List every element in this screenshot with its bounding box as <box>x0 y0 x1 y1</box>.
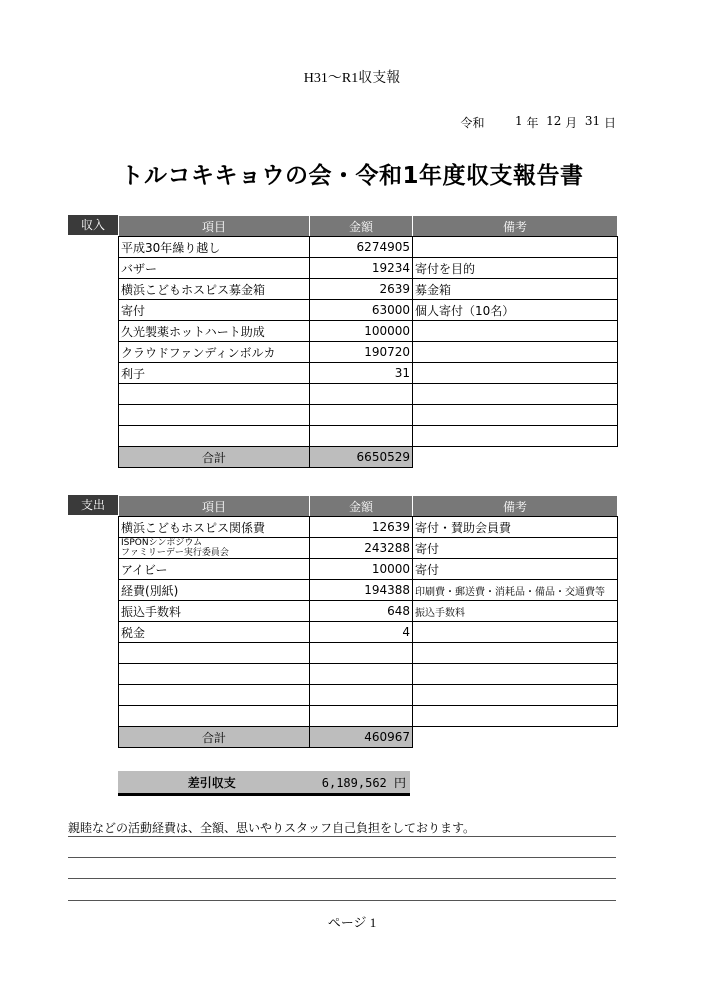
page-number: ページ 1 <box>327 915 377 930</box>
expense-amount-cell: 194388 <box>310 580 413 601</box>
expense-row <box>119 538 618 559</box>
expense-note-cell <box>413 685 618 706</box>
income-col-note: 備考 <box>413 216 618 237</box>
income-row <box>119 384 618 405</box>
income-row <box>119 300 618 321</box>
income-col-amount: 金額 <box>310 216 413 237</box>
date-era: 令和 <box>460 116 485 130</box>
document-header: H31〜R1収支報 <box>303 71 401 86</box>
income-amount-cell <box>310 405 413 426</box>
income-item-cell: 寄付 <box>119 300 310 321</box>
income-amount-cell: 63000 <box>310 300 413 321</box>
income-note-cell <box>413 426 618 447</box>
date-month: 12 <box>546 114 562 128</box>
expense-total-value: 460967 <box>310 727 413 748</box>
income-row <box>119 363 618 384</box>
income-row <box>119 405 618 426</box>
page-title: トルコキキョウの会・令和1年度収支報告書 <box>120 163 584 189</box>
income-row <box>119 321 618 342</box>
income-note-cell <box>413 384 618 405</box>
income-amount-cell: 19234 <box>310 258 413 279</box>
expense-item-cell <box>119 685 310 706</box>
expense-col-amount: 金額 <box>310 496 413 517</box>
expense-row <box>119 706 618 727</box>
expense-note-cell: 印刷費・郵送費・消耗品・備品・交通費等 <box>413 580 618 601</box>
expense-total-label: 合計 <box>119 727 310 748</box>
date-month-unit: 月 <box>565 116 578 130</box>
income-item-cell: 横浜こどもホスピス募金箱 <box>119 279 310 300</box>
expense-amount-cell <box>310 643 413 664</box>
expense-item-cell: 振込手数料 <box>119 601 310 622</box>
balance-box <box>118 771 410 796</box>
income-item-cell <box>119 384 310 405</box>
expense-item-cell <box>119 664 310 685</box>
date-day: 31 <box>584 114 601 128</box>
income-note-cell <box>413 405 618 426</box>
income-amount-cell <box>310 384 413 405</box>
expense-item-cell <box>119 643 310 664</box>
date-day-unit: 日 <box>603 116 616 130</box>
expense-item-cell: 横浜こどもホスピス関係費 <box>119 517 310 538</box>
expense-note-cell <box>413 664 618 685</box>
expense-note-cell: 寄付 <box>413 538 618 559</box>
remark-line <box>68 878 616 879</box>
expense-item-cell <box>119 538 310 559</box>
expense-item-cell: 税金 <box>119 622 310 643</box>
expense-amount-cell: 243288 <box>310 538 413 559</box>
income-note-cell <box>413 321 618 342</box>
expense-note-cell: 振込手数料 <box>413 601 618 622</box>
income-table <box>118 215 618 468</box>
expense-note-cell: 寄付・賛助会員費 <box>413 517 618 538</box>
remark-text: 親睦などの活動経費は、全額、思いやりスタッフ自己負担をしております。 <box>68 821 476 835</box>
income-item-cell: バザー <box>119 258 310 279</box>
income-note-cell: 寄付を目的 <box>413 258 618 279</box>
income-note-cell <box>413 237 618 258</box>
income-item-cell <box>119 405 310 426</box>
remark-line <box>68 836 616 837</box>
income-item-cell: 利子 <box>119 363 310 384</box>
income-amount-cell: 2639 <box>310 279 413 300</box>
expense-note-cell: 寄付 <box>413 559 618 580</box>
expense-item-line1: ISPONシンポジウム <box>121 538 203 548</box>
income-amount-cell: 31 <box>310 363 413 384</box>
balance-value: 6,189,562 円 <box>321 775 406 790</box>
income-note-cell <box>413 342 618 363</box>
expense-table <box>118 495 618 748</box>
expense-tag: 支出 <box>68 495 118 515</box>
income-row <box>119 237 618 258</box>
income-row <box>119 426 618 447</box>
expense-item-line2: ファミリーデー実行委員会 <box>121 548 229 558</box>
expense-amount-cell: 12639 <box>310 517 413 538</box>
expense-amount-cell <box>310 685 413 706</box>
expense-row <box>119 517 618 538</box>
expense-amount-cell <box>310 706 413 727</box>
expense-row <box>119 622 618 643</box>
expense-note-cell <box>413 643 618 664</box>
income-note-cell: 募金箱 <box>413 279 618 300</box>
income-amount-cell: 100000 <box>310 321 413 342</box>
income-row <box>119 279 618 300</box>
balance-label: 差引収支 <box>187 775 236 790</box>
remark-line <box>68 857 616 858</box>
income-item-cell: 久光製薬ホットハート助成 <box>119 321 310 342</box>
expense-row <box>119 643 618 664</box>
expense-row <box>119 559 618 580</box>
expense-note-cell <box>413 622 618 643</box>
income-header-row <box>119 216 618 237</box>
expense-row <box>119 685 618 706</box>
expense-header-row <box>119 496 618 517</box>
income-total-row <box>119 447 618 468</box>
income-amount-cell <box>310 426 413 447</box>
expense-amount-cell <box>310 664 413 685</box>
income-item-cell: クラウドファンディンボルカ <box>119 342 310 363</box>
income-amount-cell: 6274905 <box>310 237 413 258</box>
income-amount-cell: 190720 <box>310 342 413 363</box>
income-row <box>119 342 618 363</box>
income-col-item: 項目 <box>119 216 310 237</box>
income-total-label: 合計 <box>119 447 310 468</box>
expense-total-row <box>119 727 618 748</box>
expense-amount-cell: 10000 <box>310 559 413 580</box>
report-date <box>460 114 616 131</box>
income-note-cell: 個人寄付（10名） <box>413 300 618 321</box>
date-year-unit: 年 <box>526 116 539 130</box>
expense-col-item: 項目 <box>119 496 310 517</box>
income-item-cell <box>119 426 310 447</box>
expense-amount-cell: 4 <box>310 622 413 643</box>
expense-item-cell <box>119 706 310 727</box>
expense-col-note: 備考 <box>413 496 618 517</box>
income-row <box>119 258 618 279</box>
date-year: 1 <box>514 114 523 128</box>
expense-row <box>119 580 618 601</box>
expense-item-cell: 経費(別紙) <box>119 580 310 601</box>
income-tag: 収入 <box>68 215 118 235</box>
expense-row <box>119 601 618 622</box>
income-total-value: 6650529 <box>310 447 413 468</box>
expense-note-cell <box>413 706 618 727</box>
income-note-cell <box>413 363 618 384</box>
expense-amount-cell: 648 <box>310 601 413 622</box>
expense-item-cell: アイビー <box>119 559 310 580</box>
remark-line <box>68 900 616 901</box>
income-item-cell: 平成30年繰り越し <box>119 237 310 258</box>
expense-row <box>119 664 618 685</box>
